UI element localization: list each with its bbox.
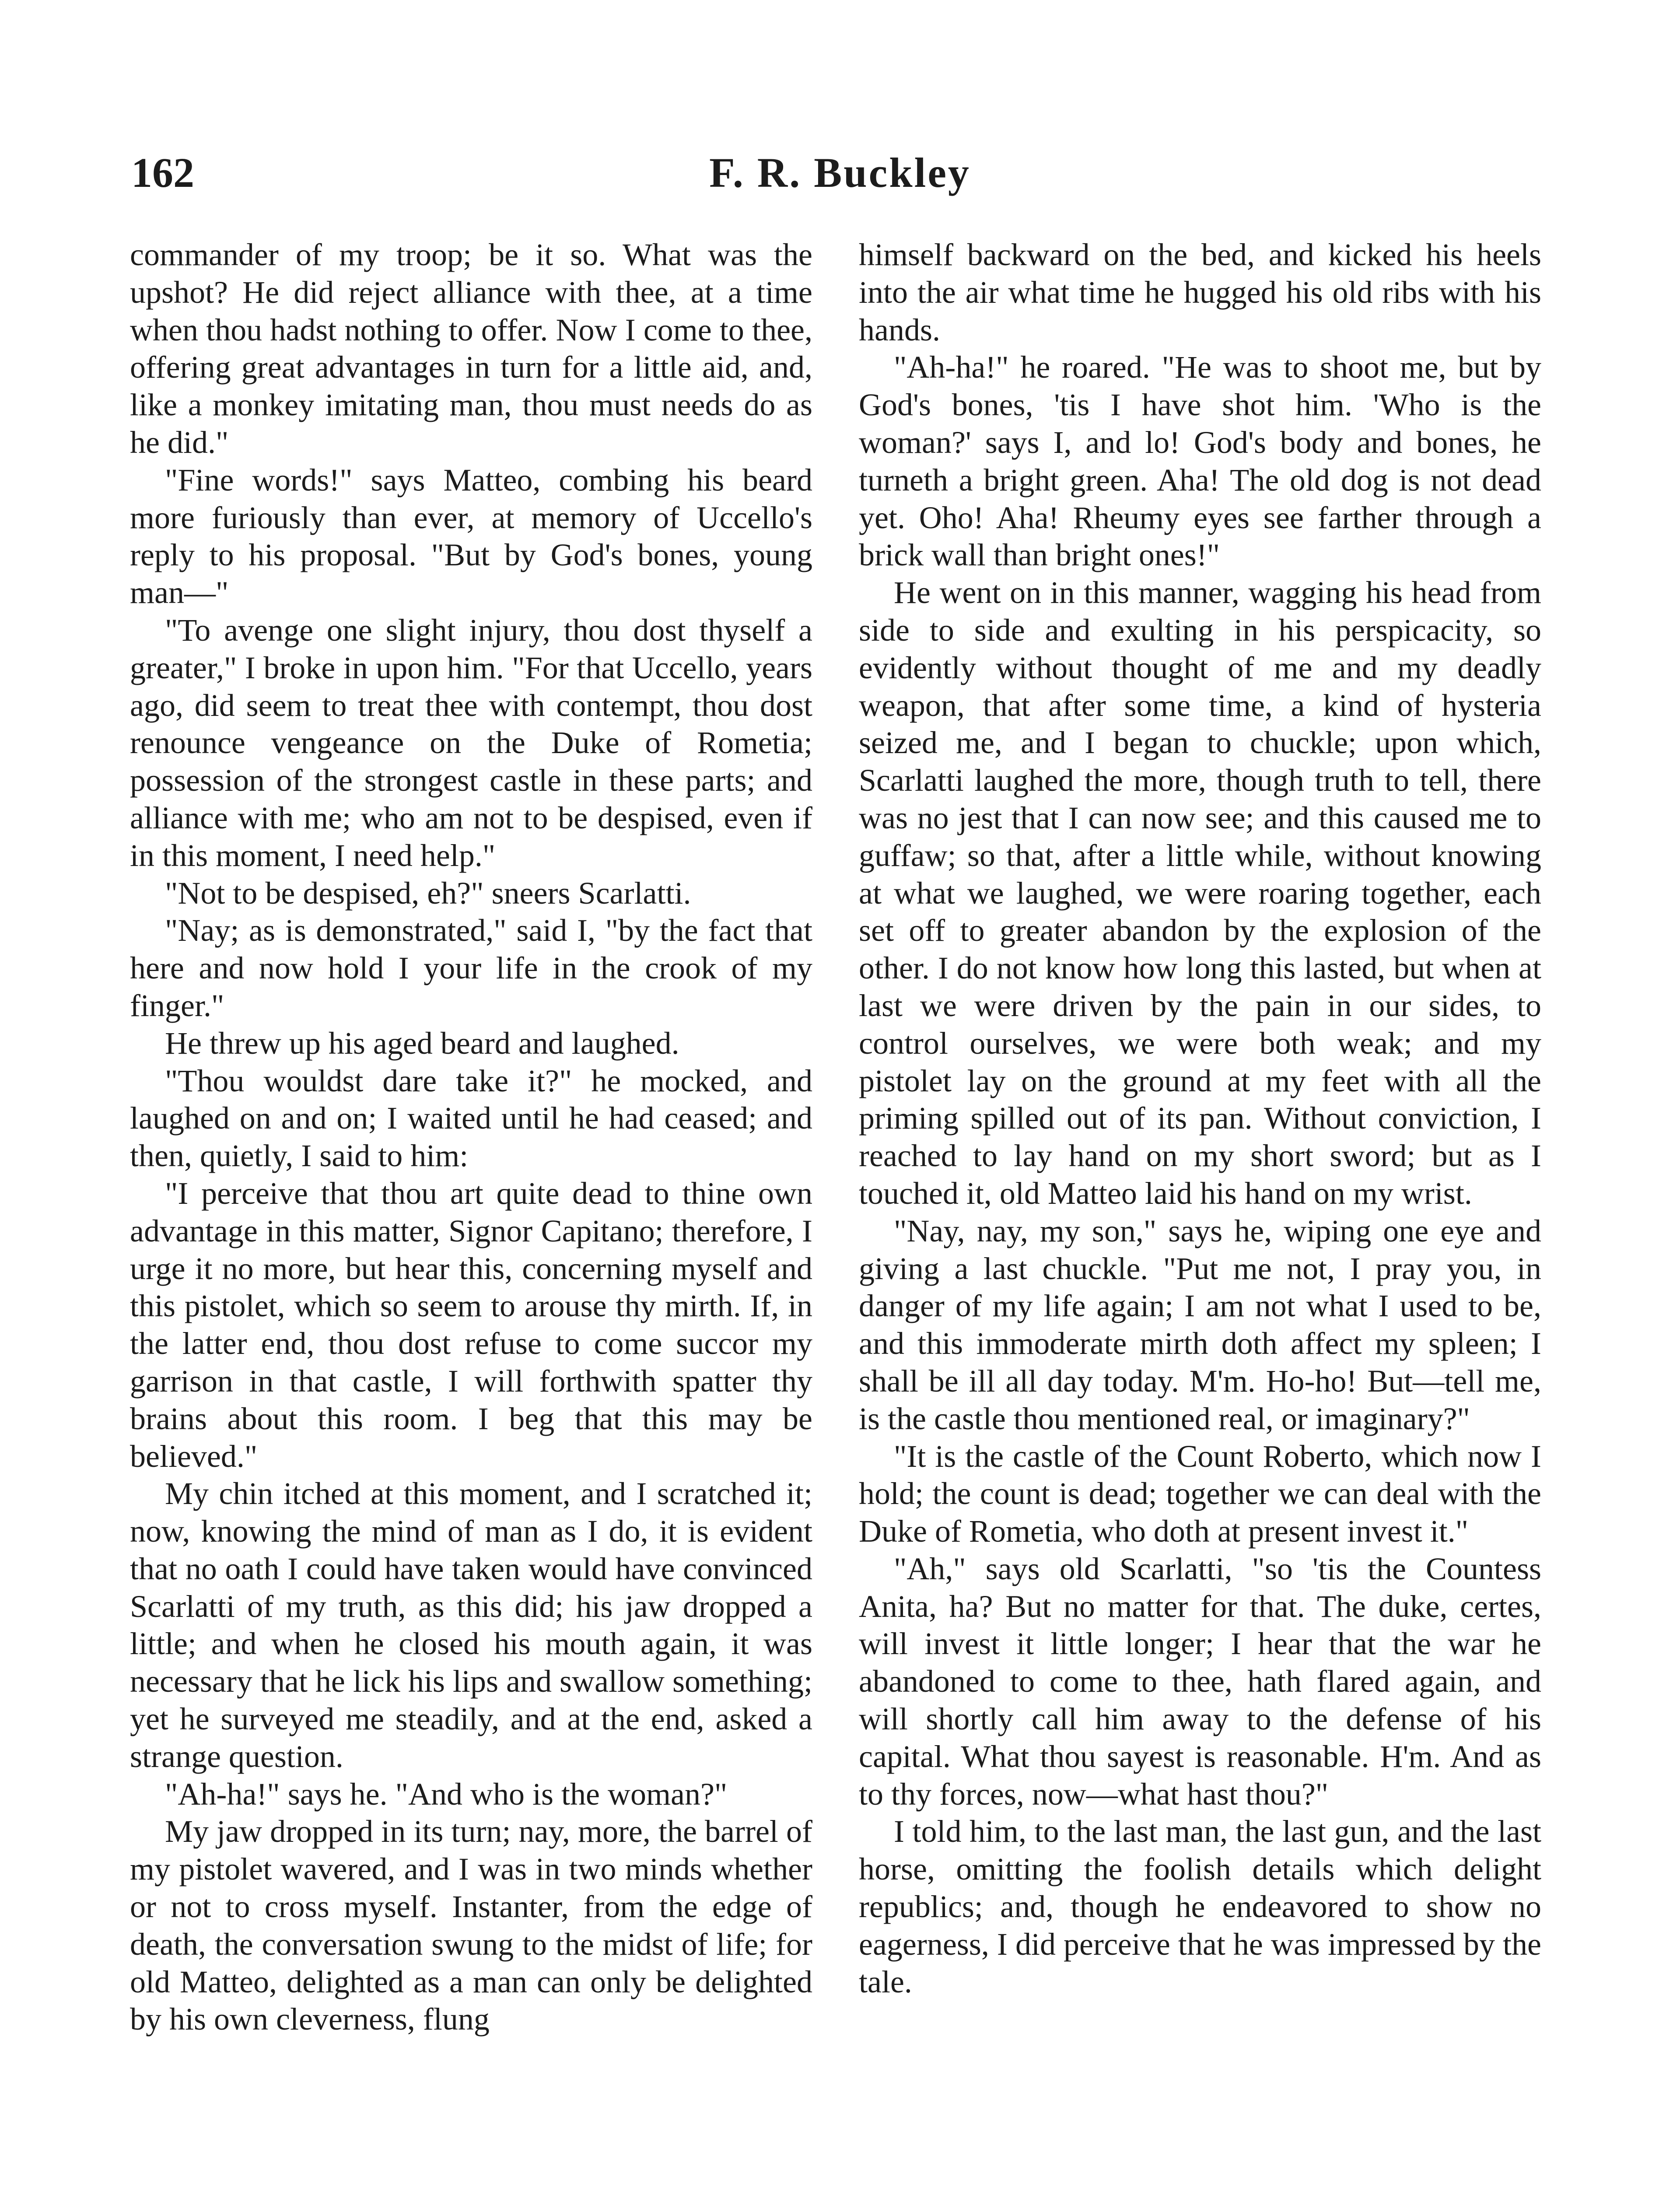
- paragraph: "To avenge one slight injury, thou dost thyself a greater," I broke in upon him. "For that Uccello, years ago, did seem to treat thee with contempt, thou dost renounce vengeance on the Duke of Rometia; possession of the strongest castle in these parts; and alliance with me; who am not to be despised, even if in this moment, I need help.": [130, 612, 812, 873]
- paragraph: "Nay; as is demonstrated," said I, "by the fact that here and now hold I your life in the crook of my finger.": [130, 913, 812, 1023]
- author-name: F. R. Buckley: [709, 149, 971, 196]
- paragraph: "Fine words!" says Matteo, combing his beard more furiously than ever, at memory of Uccello's reply to his proposal. "But by God's bones, young man—": [130, 462, 812, 610]
- paragraph: himself backward on the bed, and kicked his heels into the air what time he hugged his old ribs with his hands.: [859, 237, 1541, 347]
- paragraph: He threw up his aged beard and laughed.: [165, 1025, 679, 1061]
- paragraph: "Thou wouldst dare take it?" he mocked, and laughed on and on; I waited until he had ceased; and then, quietly, I said to him:: [130, 1063, 812, 1174]
- paragraph: "Not to be despised, eh?" sneers Scarlatti.: [165, 875, 691, 911]
- paragraph: "Nay, nay, my son," says he, wiping one eye and giving a last chuckle. "Put me not, I pray you, in danger of my life again; I am not what I used to be, and this immoderate mirth doth affect my spleen; I shall be ill all day today. M'm. Ho-ho! But—tell me, is the castle thou mentioned real, or imaginary?": [859, 1213, 1541, 1436]
- paragraph: "Ah-ha!" he roared. "He was to shoot me, but by God's bones, 'tis I have shot him. 'Who is the woman?' says I, and lo! God's body and bones, he turneth a bright green. Aha! The old dog is not dead yet. Oho! Aha! Rheumy eyes see farther through a brick wall than bright ones!": [859, 350, 1541, 573]
- right-column: [859, 236, 1541, 2001]
- page-number: 162: [131, 149, 194, 196]
- running-head: [131, 140, 1549, 206]
- paragraph: commander of my troop; be it so. What was the upshot? He did reject alliance with thee, at a time when thou hadst nothing to offer. Now I come to thee, offering great advantages in turn for a little aid, and, like a monkey imitating man, thou must needs do as he did.": [130, 237, 812, 460]
- left-column: [130, 236, 812, 2038]
- paragraph: He went on in this manner, wagging his head from side to side and exulting in his perspicacity, so evidently without thought of me and my deadly weapon, that after some time, a kind of hysteria seized me, and I began to chuckle; upon which, Scarlatti laughed the more, though truth to tell, there was no jest that I can now see; and this caused me to guffaw; so that, after a little while, without knowing at what we laughed, we were roaring together, each set off to greater abandon by the explosion of the other. I do not know how long this lasted, but when at last we were driven by the pain in our sides, to control ourselves, we were both weak; and my pistolet lay on the ground at my feet with all the priming spilled out of its pan. Without conviction, I reached to lay hand on my short sword; but as I touched it, old Matteo laid his hand on my wrist.: [859, 575, 1541, 1211]
- paragraph: "Ah-ha!" says he. "And who is the woman?": [165, 1776, 728, 1812]
- paragraph: I told him, to the last man, the last gun, and the last horse, omitting the foolish details which delight republics; and, though he endeavored to show no eagerness, I did perceive that he was impressed by the tale.: [859, 1814, 1541, 1999]
- paragraph: My chin itched at this moment, and I scratched it; now, knowing the mind of man as I do, it is evident that no oath I could have taken would have convinced Scarlatti of my truth, as this did; his jaw dropped a little; and when he closed his mouth again, it was necessary that he lick his lips and swallow something; yet he surveyed me steadily, and at the end, asked a strange question.: [130, 1476, 812, 1774]
- paragraph: My jaw dropped in its turn; nay, more, the barrel of my pistolet wavered, and I was in two minds whether or not to cross myself. Instanter, from the edge of death, the conversation swung to the midst of life; for old Matteo, delighted as a man can only be delighted by his own cleverness, flung: [130, 1814, 812, 2037]
- paragraph: "I perceive that thou art quite dead to thine own advantage in this matter, Signor Capitano; therefore, I urge it no more, but hear this, concerning myself and this pistolet, which so seem to arouse thy mirth. If, in the latter end, thou dost refuse to come succor my garrison in that castle, I will forthwith spatter thy brains about this room. I beg that this may be believed.": [130, 1175, 812, 1474]
- paragraph: "Ah," says old Scarlatti, "so 'tis the Countess Anita, ha? But no matter for that. The duke, certes, will invest it little longer; I hear that the war he abandoned to come to thee, hath flared again, and will shortly call him away to the defense of his capital. What thou sayest is reasonable. H'm. And as to thy forces, now—what hast thou?": [859, 1551, 1541, 1812]
- paragraph: "It is the castle of the Count Roberto, which now I hold; the count is dead; together we can deal with the Duke of Rometia, who doth at present invest it.": [859, 1438, 1541, 1549]
